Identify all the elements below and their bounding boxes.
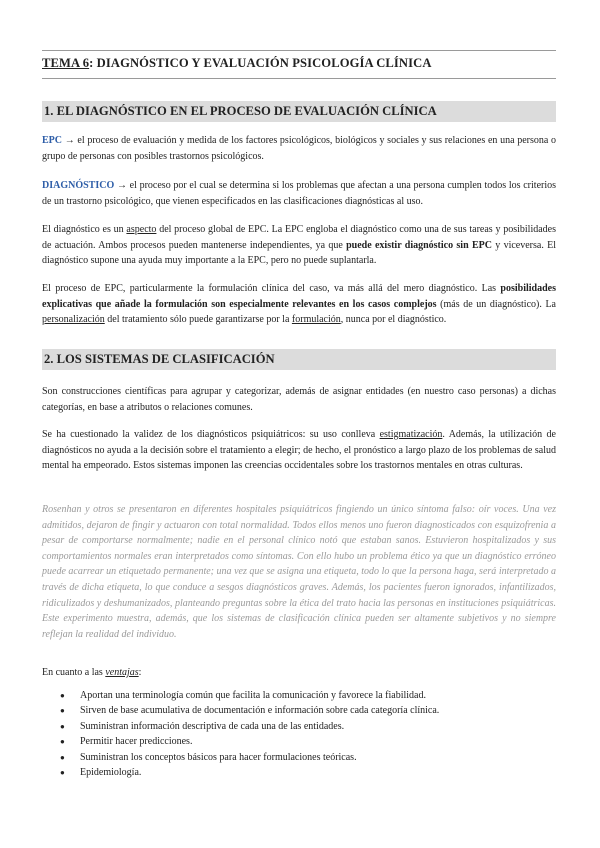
paragraph-ventajas-intro: En cuanto a las ventajas: — [42, 667, 142, 678]
paragraph-diagnostico-aspecto: El diagnóstico es un aspecto del proceso global de EPC. La EPC engloba el diagnóstico como una de sus tareas y posibilidades de actuación. Ambos procesos pueden mantenerse independientes, ya que puede existir diagnóstico sin EPC y viceversa. El diagnóstico supone una ayuda muy importante a la EPC, pero no puede suplantarla. — [42, 224, 557, 267]
title-prefix: TEMA 6 — [42, 56, 90, 70]
list-item: ● Aportan una terminología común que facilita la comunicación y favorece la fiabilidad. — [42, 688, 556, 703]
page-title — [42, 56, 556, 71]
title-rule — [42, 78, 556, 79]
section-2-heading: 2. LOS SISTEMAS DE CLASIFICACIÓN — [42, 349, 556, 370]
term-diagnostico: DIAGNÓSTICO — [42, 180, 115, 191]
list-item: ● Suministran los conceptos básicos para hacer formulaciones teóricas. — [42, 750, 556, 765]
section-1-heading: 1. EL DIAGNÓSTICO EN EL PROCESO DE EVALUACIÓN CLÍNICA — [42, 101, 556, 122]
list-item: ● Permitir hacer predicciones. — [42, 734, 556, 749]
diagnostico-definition: DIAGNÓSTICO → el proceso por el cual se determina si los problemas que afectan a una persona cumplen todos los criterios de un trastorno psicológico, que vienen especificados en las clasificaciones diagnósticas al uso. — [42, 180, 557, 207]
paragraph-validez: Se ha cuestionado la validez de los diagnósticos psiquiátricos: su uso conlleva estigmatización. Además, la utilización de diagnósticos no ayuda a la decisión sobre el tratamiento a elegir; de hecho, el pronóstico a largo plazo de los problemas de salud mental ha empeorado. Estos sistemas imponen las creencias occidentales sobre los trastornos mentales en otras culturas. — [42, 429, 556, 472]
ventajas-list — [42, 688, 556, 780]
title-rest: : DIAGNÓSTICO Y EVALUACIÓN PSICOLOGÍA CLÍNICA — [89, 56, 432, 70]
list-item: ● Epidemiología. — [42, 765, 556, 780]
top-rule — [42, 50, 556, 51]
epc-definition: EPC → el proceso de evaluación y medida de los factores psicológicos, biológicos y sociales y sus relaciones en una persona o grupo de personas con posibles trastornos psicológicos. — [42, 135, 557, 162]
list-item: ● Sirven de base acumulativa de documentación e información sobre cada categoría clínica. — [42, 703, 556, 718]
term-epc: EPC — [42, 135, 62, 146]
paragraph-construcciones: Son construcciones científicas para agrupar y categorizar, además de asignar entidades (en nuestro caso personas) a dichas categorías, en base a atributos o relaciones comunes. — [42, 386, 556, 413]
paragraph-proceso-epc: El proceso de EPC, particularmente la formulación clínica del caso, va más allá del mero diagnóstico. Las posibilidades explicativas que añade la formulación son especialmente relevantes en los casos complejos (más de un diagnóstico). La personalización del tratamiento sólo puede garantizarse por la formulación, nunca por el diagnóstico. — [42, 283, 556, 326]
list-item: ● Suministran información descriptiva de cada una de las entidades. — [42, 719, 556, 734]
paragraph-rosenhan: Rosenhan y otros se presentaron en diferentes hospitales psiquiátricos fingiendo un único síntoma falso: oír voces. Una vez admitidos, dejaron de fingir y actuaron con total normalidad. Todos ellos menos uno fueron diagnosticados con esquizofrenia a pesar de comportarse normalmente; nadie en el personal clínico notó que estaban sanos. Estuvieron hospitalizados y sus comportamientos normales eran interpretados como síntomas. Con ello hubo un problema ético ya que un diagnóstico erróneo puede acarrear un etiquetado permanente; una vez que se asigna una etiqueta, todo lo que la persona haga, será interpretado a través de dicha etiqueta, lo que conduce a sesgos diagnósticos graves. Además, los pacientes fueron ignorados, infantilizados, ridiculizados y deshumanizados, planteando preguntas sobre la ética del trato hacia las personas en instituciones psiquiátricas. Este experimento muestra, además, que los sistemas de clasificación clínica pueden ser altamente subjetivos y no siempre reflejan la realidad del individuo. — [42, 504, 556, 640]
